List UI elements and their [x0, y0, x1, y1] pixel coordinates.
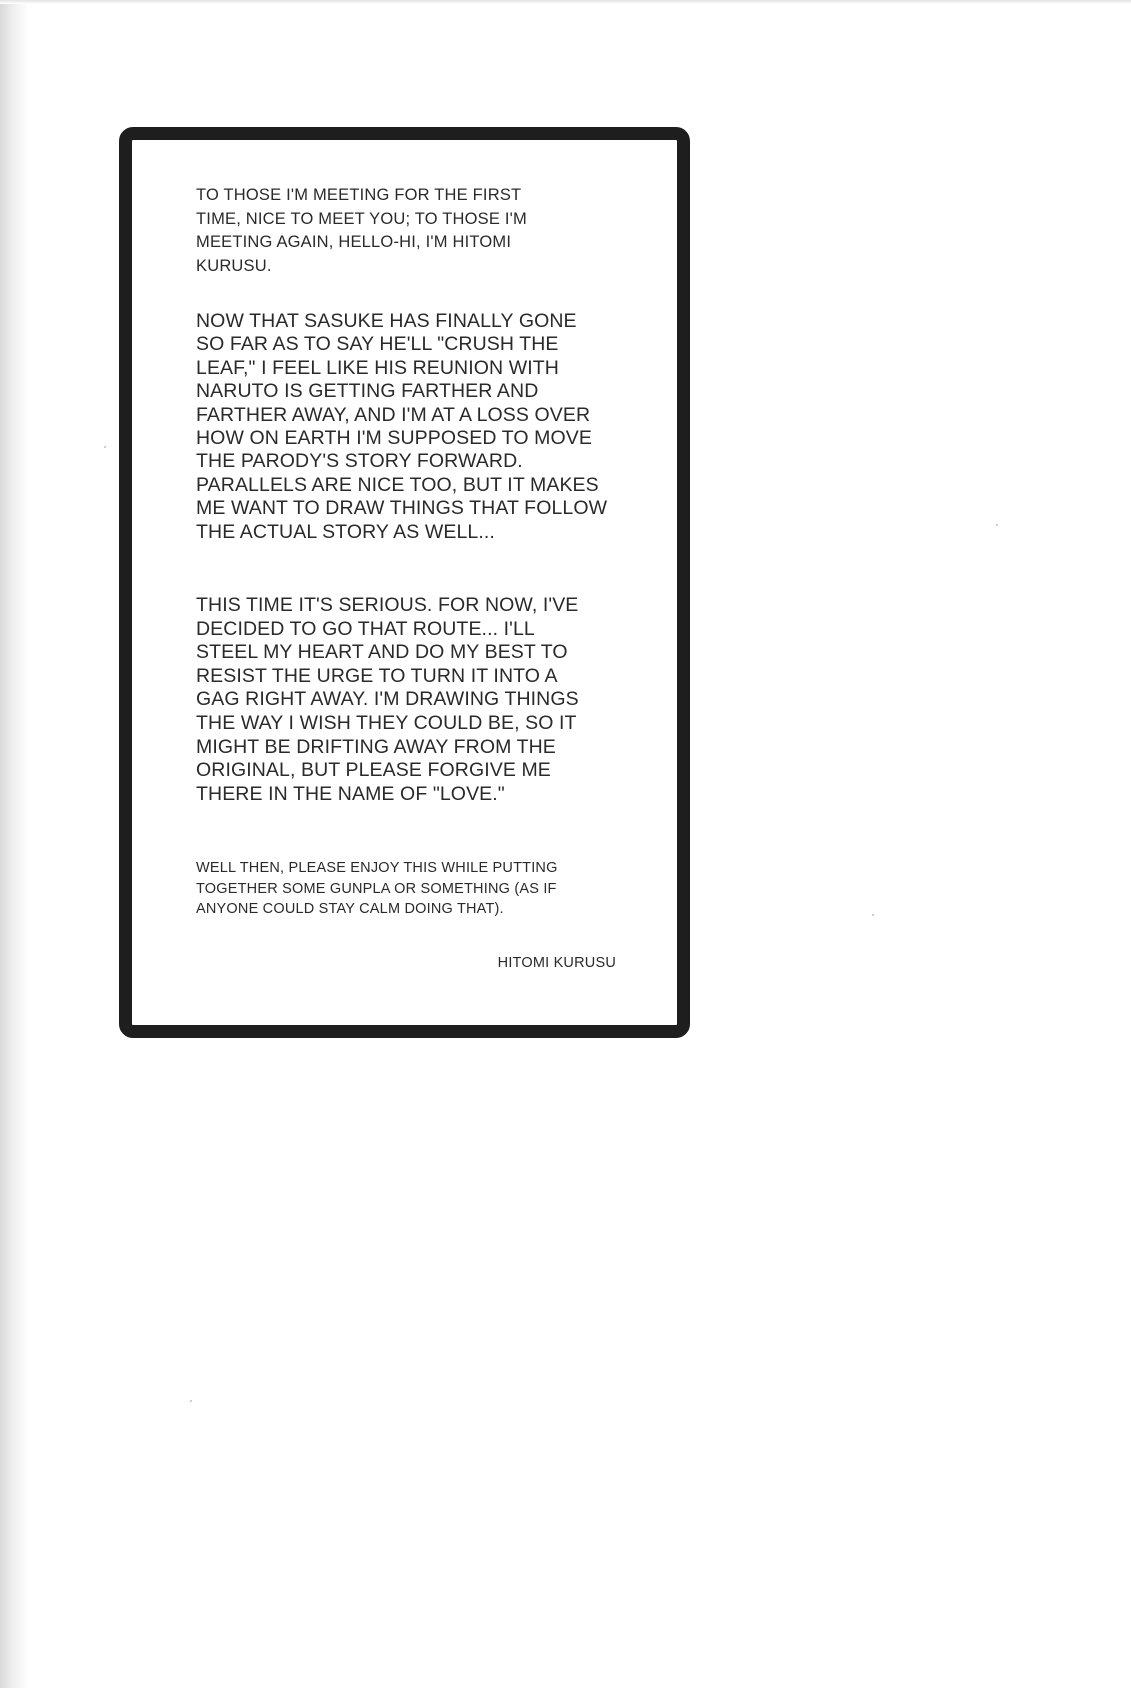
- afterword-paragraph-serious: THIS TIME IT'S SERIOUS. FOR NOW, I'VE DECIDED TO GO THAT ROUTE... I'LL STEEL MY HEART AND DO MY BEST TO RESIST THE URGE TO TURN IT INTO A GAG RIGHT AWAY. I'M DRAWING THINGS THE WAY I WISH THEY COULD BE, SO IT MIGHT BE DRIFTING AWAY FROM THE ORIGINAL, BUT PLEASE FORGIVE ME THERE IN THE NAME OF "LOVE.": [196, 594, 579, 805]
- paper-speck: [104, 446, 106, 448]
- afterword-paragraph-story: NOW THAT SASUKE HAS FINALLY GONE SO FAR AS TO SAY HE'LL "CRUSH THE LEAF," I FEEL LIKE HIS REUNION WITH NARUTO IS GETTING FARTHER AND FARTHER AWAY, AND I'M AT A LOSS OVER HOW ON EARTH I'M SUPPOSED TO MOVE THE PARODY'S STORY FORWARD. PARALLELS ARE NICE TOO, BUT IT MAKES ME WANT TO DRAW THINGS THAT FOLLOW THE ACTUAL STORY AS WELL...: [196, 310, 608, 543]
- page-gutter-shadow: [0, 0, 28, 1688]
- author-signature: HITOMI KURUSU: [497, 955, 616, 971]
- paper-speck: [872, 914, 874, 916]
- paper-speck: [996, 524, 998, 526]
- page-top-shade: [0, 0, 1131, 4]
- afterword-paragraph-greeting: TO THOSE I'M MEETING FOR THE FIRST TIME, NICE TO MEET YOU; TO THOSE I'M MEETING AGAIN, HELLO-HI, I'M HITOMI KURUSU.: [196, 186, 527, 275]
- afterword-paragraph-closing: WELL THEN, PLEASE ENJOY THIS WHILE PUTTING TOGETHER SOME GUNPLA OR SOMETHING (AS IF ANYONE COULD STAY CALM DOING THAT).: [196, 860, 558, 917]
- paper-speck: [190, 1400, 192, 1402]
